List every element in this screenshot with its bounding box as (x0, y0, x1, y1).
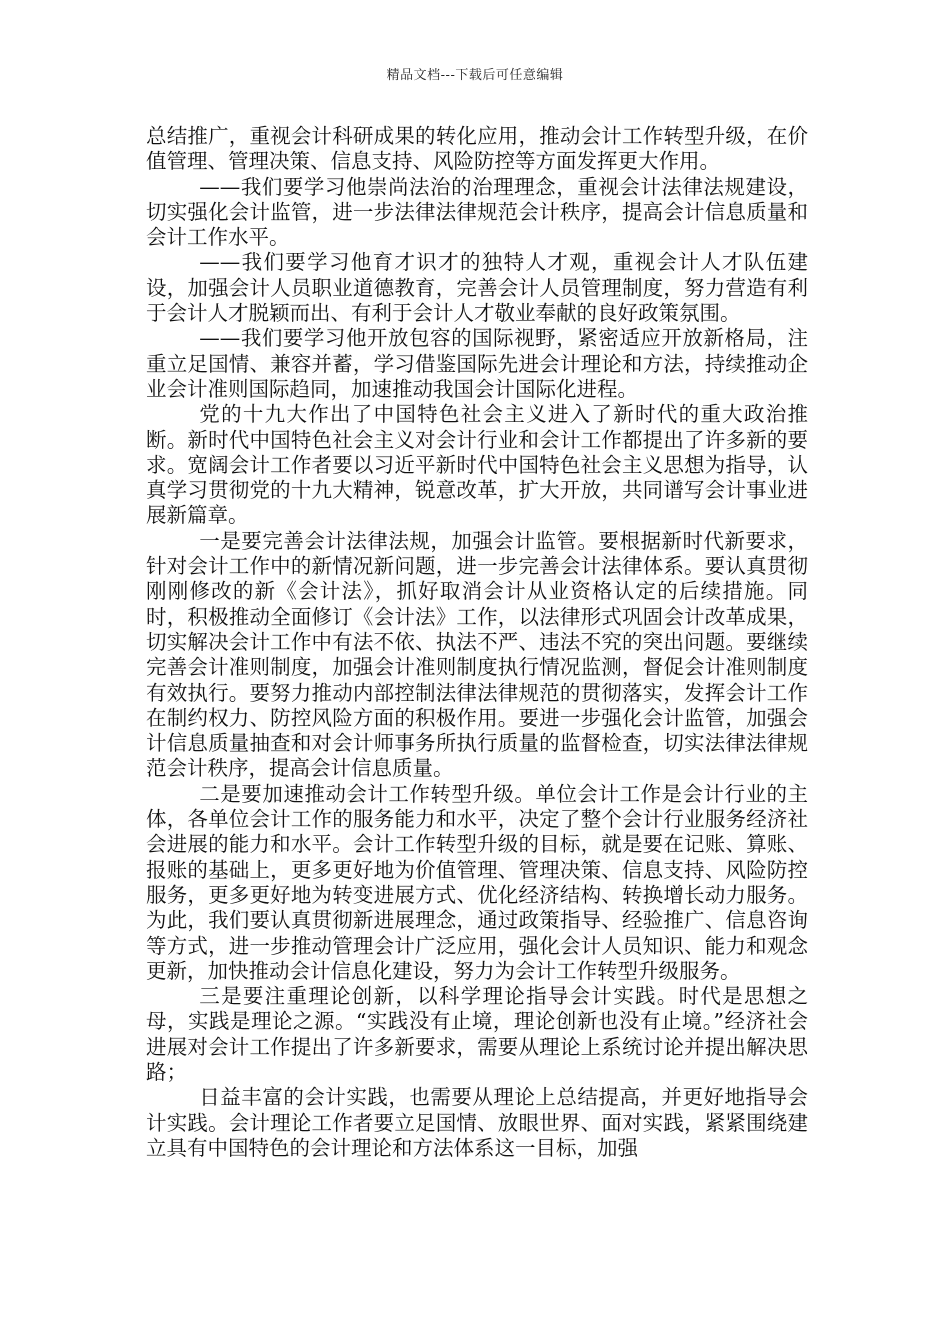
paragraph: 总结推广，重视会计科研成果的转化应用，推动会计工作转型升级，在价值管理、管理决策、信息支持、风险防控等方面发挥更大作用。 (146, 124, 808, 174)
paragraph: 日益丰富的会计实践，也需要从理论上总结提高，并更好地指导会计实践。会计理论工作者要立足国情、放眼世界、面对实践，紧紧围绕建立具有中国特色的会计理论和方法体系这一目标，加强 (146, 1085, 808, 1160)
paragraph: ——我们要学习他开放包容的国际视野，紧密适应开放新格局，注重立足国情、兼容并蓄，学习借鉴国际先进会计理论和方法，持续推动企业会计准则国际趋同，加速推动我国会计国际化进程。 (146, 326, 808, 401)
paragraph: 一是要完善会计法律法规，加强会计监管。要根据新时代新要求，针对会计工作中的新情况新问题，进一步完善会计法律体系。要认真贯彻刚刚修改的新《会计法》，抓好取消会计从业资格认定的后续措施。同时，积极推动全面修订《会计法》工作，以法律形式巩固会计改革成果，切实解决会计工作中有法不依、执法不严、违法不究的突出问题。要继续完善会计准则制度，加强会计准则制度执行情况监测，督促会计准则制度有效执行。要努力推动内部控制法律法律规范的贯彻落实，发挥会计工作在制约权力、防控风险方面的积极作用。要进一步强化会计监管，加强会计信息质量抽查和对会计师事务所执行质量的监督检查，切实法律法律规范会计秩序，提高会计信息质量。 (146, 528, 808, 781)
paragraph: 二是要加速推动会计工作转型升级。单位会计工作是会计行业的主体，各单位会计工作的服务能力和水平，决定了整个会计行业服务经济社会进展的能力和水平。会计工作转型升级的目标，就是要在记账、算账、报账的基础上，更多更好地为价值管理、管理决策、信息支持、风险防控服务，更多更好地为转变进展方式、优化经济结构、转换增长动力服务。为此，我们要认真贯彻新进展理念，通过政策指导、经验推广、信息咨询等方式，进一步推动管理会计广泛应用，强化会计人员知识、能力和观念更新，加快推动会计信息化建设，努力为会计工作转型升级服务。 (146, 781, 808, 983)
paragraph: 党的十九大作出了中国特色社会主义进入了新时代的重大政治推断。新时代中国特色社会主义对会计行业和会计工作都提出了许多新的要求。宽阔会计工作者要以习近平新时代中国特色社会主义思想为指导，认真学习贯彻党的十九大精神，锐意改革，扩大开放，共同谱写会计事业进展新篇章。 (146, 402, 808, 528)
paragraph: 三是要注重理论创新，以科学理论指导会计实践。时代是思想之母，实践是理论之源。“实践没有止境，理论创新也没有止境。”经济社会进展对会计工作提出了许多新要求，需要从理论上系统讨论并提出解决思路； (146, 984, 808, 1084)
paragraph: ——我们要学习他育才识才的独特人才观，重视会计人才队伍建设，加强会计人员职业道德教育，完善会计人员管理制度，努力营造有利于会计人才脱颖而出、有利于会计人才敬业奉献的良好政策氛围。 (146, 250, 808, 326)
document-body (146, 124, 808, 1161)
page-header: 精品文档---下载后可任意编辑 (386, 68, 564, 83)
paragraph: ——我们要学习他崇尚法治的治理理念，重视会计法律法规建设，切实强化会计监管，进一步法律法律规范会计秩序，提高会计信息质量和会计工作水平。 (146, 174, 808, 250)
